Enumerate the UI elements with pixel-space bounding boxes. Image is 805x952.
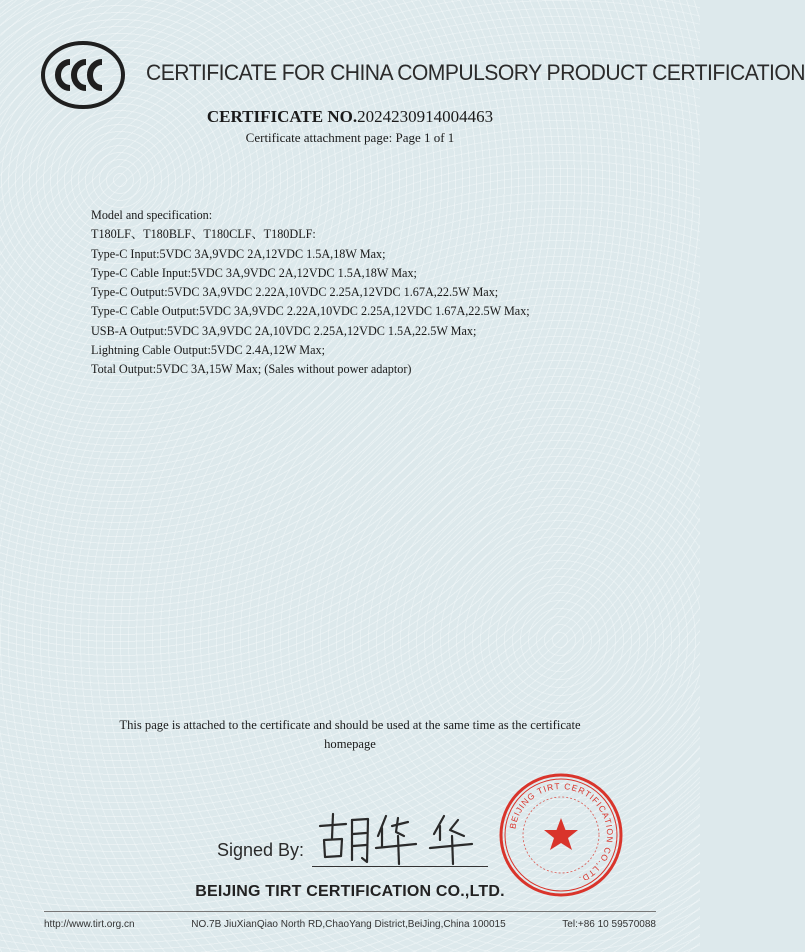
ccc-logo	[40, 40, 126, 110]
certificate-number	[0, 107, 700, 127]
attachment-notice	[80, 716, 620, 754]
notice-line: homepage	[324, 737, 376, 751]
star-icon	[544, 818, 578, 850]
certificate-number-label: CERTIFICATE NO.	[206, 107, 358, 126]
notice-line: This page is attached to the certificate and should be used at the same time as the certificate	[119, 718, 581, 732]
spec-line: Type-C Cable Input:5VDC 3A,9VDC 2A,12VDC 1.5A,18W Max;	[91, 265, 417, 280]
model-specification	[91, 206, 671, 380]
spec-line: USB-A Output:5VDC 3A,9VDC 2A,10VDC 2.25A,12VDC 1.5A,22.5W Max;	[91, 323, 477, 338]
spec-line: Model and specification:	[91, 208, 213, 222]
footer-address: NO.7B JiuXianQiao North RD,ChaoYang District,BeiJing,China 100015	[191, 919, 506, 930]
official-seal	[498, 772, 624, 898]
certificate-number-value: 2024230914004463	[357, 107, 494, 126]
organization-name: BEIJING TIRT CERTIFICATION CO.,LTD.	[195, 883, 505, 900]
footer-website: http://www.tirt.org.cn	[44, 919, 135, 930]
spec-line: Type-C Input:5VDC 3A,9VDC 2A,12VDC 1.5A,18W Max;	[91, 246, 386, 261]
signature-line	[312, 866, 488, 867]
attachment-page-info: Certificate attachment page: Page 1 of 1	[245, 130, 455, 145]
spec-line: Lightning Cable Output:5VDC 2.4A,12W Max;	[91, 343, 326, 358]
handwritten-signature	[312, 806, 492, 868]
spec-line: T180LF、T180BLF、T180CLF、T180DLF:	[91, 227, 316, 242]
header-title: CERTIFICATE FOR CHINA COMPULSORY PRODUCT CERTIFICATION	[146, 60, 805, 85]
signed-by-label: Signed By:	[217, 840, 305, 860]
footer	[44, 919, 656, 930]
spec-line: Type-C Output:5VDC 3A,9VDC 2.22A,10VDC 2.25A,12VDC 1.67A,22.5W Max;	[91, 285, 499, 300]
seal-ring-text: BEIJING TIRT CERTIFICATION CO.,LTD.	[507, 780, 616, 886]
spec-line: Type-C Cable Output:5VDC 3A,9VDC 2.22A,10VDC 2.25A,12VDC 1.67A,22.5W Max;	[91, 304, 530, 319]
footer-tel: Tel:+86 10 59570088	[562, 919, 656, 930]
footer-divider	[44, 911, 656, 912]
spec-line: Total Output:5VDC 3A,15W Max; (Sales without power adaptor)	[91, 362, 412, 377]
